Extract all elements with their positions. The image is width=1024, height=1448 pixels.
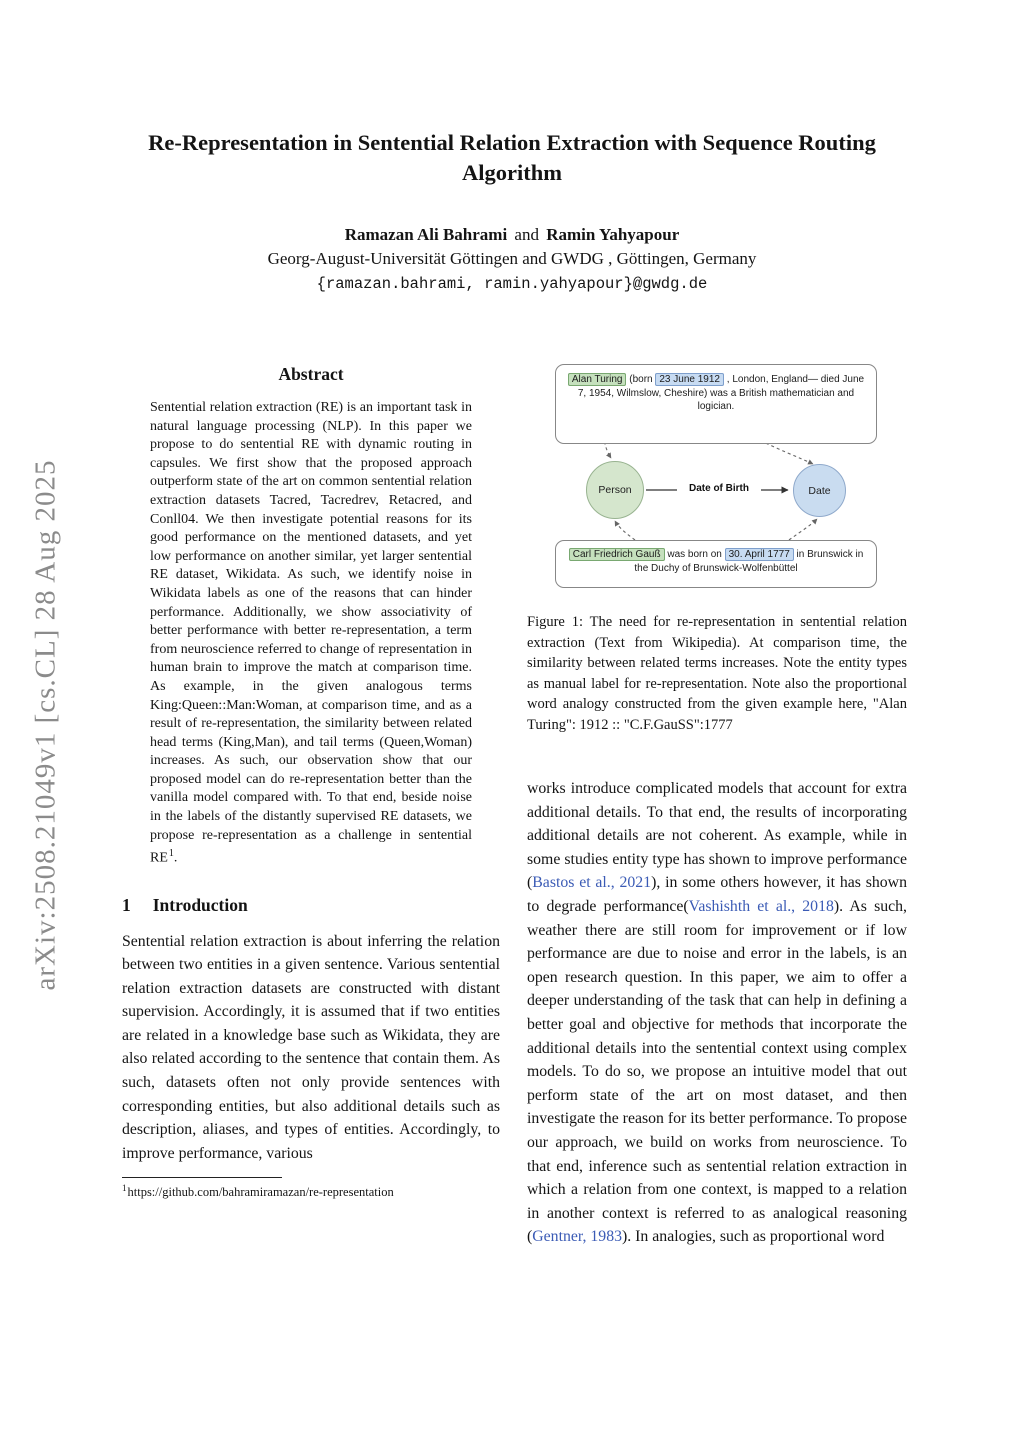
author-1: Ramazan Ali Bahrami bbox=[344, 225, 508, 245]
footnote-rule bbox=[122, 1177, 282, 1178]
figure-sentence-gauss bbox=[555, 540, 877, 588]
text-segment: works introduce complicated models that account for extra additional details. To that end, the results of incorporating additional details are not coherent. As example, while in some studies entity type has shown to improve performance ( bbox=[527, 780, 907, 892]
left-column bbox=[122, 362, 500, 1201]
author-2: Ramin Yahyapour bbox=[546, 225, 680, 245]
author-line bbox=[0, 225, 1024, 245]
footnote-url-link[interactable]: https://github.com/bahramiramazan/re-representation bbox=[127, 1185, 394, 1200]
text-segment: in Brunswick in the Duchy of Brunswick-Wolfenbüttel bbox=[634, 549, 864, 574]
section-title: Introduction bbox=[152, 894, 248, 915]
person-entity-highlight: Alan Turing bbox=[568, 373, 627, 386]
person-entity-node bbox=[586, 461, 644, 519]
date-entity-highlight: 30. April 1777 bbox=[725, 548, 794, 561]
abstract-heading: Abstract bbox=[278, 364, 344, 384]
section-heading-introduction bbox=[122, 895, 500, 916]
right-column bbox=[527, 362, 907, 1249]
text-segment: ), in some others however, it has shown to degrade performance( bbox=[527, 874, 907, 915]
introduction-paragraph: Sentential relation extraction is about inferring the relation between two entities in a given sentence. Various sentential relation extraction datasets are constructed with distant supervision. Accordingly, it is assumed that if two entities are related in a knowledge base such as Wikidata, they are also related according to the sentence that contain them. As such, datasets often not only provide sentences with corresponding entities, but also additional details such as description, aliases, and types of entities. Accordingly, to improve performance, various bbox=[122, 932, 500, 1162]
author-conjunction: and bbox=[514, 225, 539, 245]
date-entity-node bbox=[793, 464, 846, 517]
footnote-text bbox=[122, 1183, 500, 1200]
text-segment: was born on bbox=[664, 549, 725, 560]
text-segment: , London, England— died June 7, 1954, Wilmslow, Cheshire) was a British mathematician and logician. bbox=[577, 374, 865, 412]
citation-link[interactable]: Vashishth et al., 2018 bbox=[688, 897, 834, 915]
person-entity-label: Person bbox=[598, 484, 632, 496]
footnote-block bbox=[122, 1177, 500, 1200]
citation-link[interactable]: Gentner, 1983 bbox=[532, 1228, 623, 1246]
figure-1 bbox=[527, 362, 907, 735]
figure-caption: Figure 1: The need for re-representation in sentential relation extraction (Text from Wikipedia). At comparison time, the similarity between related terms increases. Note the entity types as manual label for re-representation. Note also the proportional word analogy constructed from the given example here, "Alan Turing": 1912 :: "C.F.GauSS":1777 bbox=[527, 614, 907, 733]
text-segment: ). In analogies, such as proportional word bbox=[622, 1228, 885, 1246]
section-number: 1 bbox=[122, 894, 131, 915]
text-segment: (born bbox=[626, 374, 656, 385]
arxiv-watermark: arXiv:2508.21049v1 [cs.CL] 28 Aug 2025 bbox=[29, 459, 62, 991]
body-paragraph-right bbox=[527, 777, 907, 1249]
paper-title: Re-Representation in Sentential Relation Extraction with Sequence Routing Algorithm bbox=[148, 130, 876, 185]
person-entity-highlight: Carl Friedrich Gauß bbox=[569, 548, 665, 561]
date-entity-highlight: 23 June 1912 bbox=[655, 373, 724, 386]
email-line: {ramazan.bahrami, ramin.yahyapour}@gwdg.de bbox=[316, 275, 708, 294]
affiliation-line: Georg-August-Universität Göttingen and GWDG , Göttingen, Germany bbox=[267, 249, 757, 269]
citation-link[interactable]: Bastos et al., 2021 bbox=[532, 874, 652, 892]
date-entity-label: Date bbox=[808, 484, 831, 497]
text-segment: ). As such, weather there are still room for improvement or if low performance are due to noise and error in the labels, is an open research question. In this paper, we aim to offer a deeper understanding of the task that can help in defining a better goal and objective for methods that incorporate the additional details into the sentential context using complex models. To do so, we propose an intuitive model that out perform state of the art on most dataset, and then investigate the reason for its better performance. To propose our approach, we build on works from neuroscience. To that end, inference such as sentential relation extraction in which a relation from one context, is mapped to a relation in another context is referred to as analogical reasoning ( bbox=[527, 897, 908, 1246]
abstract-paragraph bbox=[150, 399, 472, 869]
abstract-text: Sentential relation extraction (RE) is an important task in natural language processing (NLP). In this paper we propose to do sentential RE with dynamic routing in capsules. We first show that the proposed approach outperform state of the art on common sentential relation extraction datasets Tacred, Tacredrev, Retacred, and Conll04. We then investigate potential reasons for its good performance on the mentioned datasets, and yet low performance on another similar, yet larger sentential RE dataset, Wikidata. As such, we identify noise in Wikidata labels as one of the reasons that can hinder performance. Additionally, we show associativity of better performance with better re-representation, a term from neuroscience referred to change of representation in human brain to improve the match at comparison time. As example, in the given analogous terms King:Queen::Man:Woman, at comparison time, and as a result of re-representation, the similarity between related head terms (King,Man), and tail terms (Queen,Woman) increases. As such, our observation show that our proposed model can do re-representation better than the vanilla model compared with. To that end, beside noise in the labels of the distantly supervised RE datasets, we propose re-representation as a challenge in sentential RE bbox=[150, 400, 472, 866]
figure-sentence-turing bbox=[555, 364, 877, 444]
abstract-tail: . bbox=[173, 850, 178, 866]
footnote-reference[interactable]: 1 bbox=[168, 848, 174, 860]
figure-diagram bbox=[527, 362, 907, 602]
relation-edge-label: Date of Birth bbox=[677, 483, 761, 494]
footnote-marker: 1 bbox=[122, 1183, 127, 1194]
paper-header bbox=[0, 128, 1024, 293]
